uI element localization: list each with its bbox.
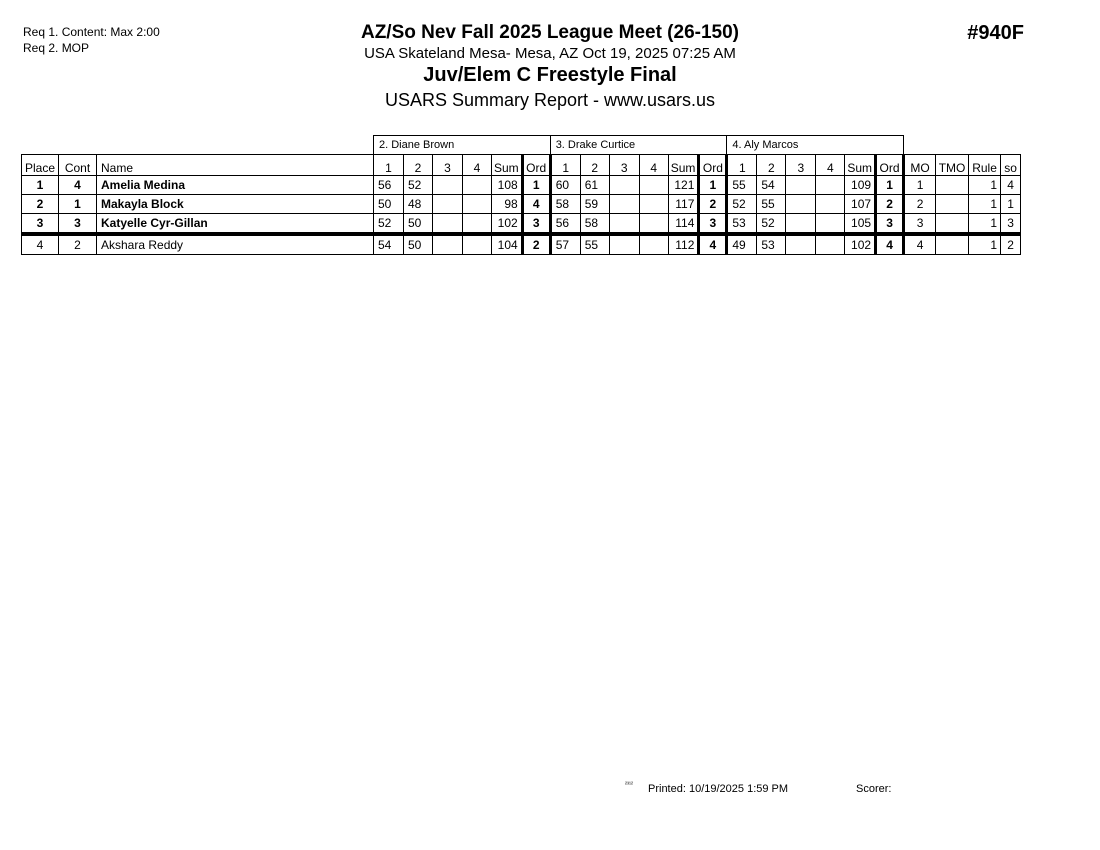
score-cell: 50 [374,195,404,214]
ordinal-cell: 3 [699,214,727,235]
judge-3-col-two-header: 2 [757,155,786,176]
score-cell: 54 [374,234,404,255]
ordinal-cell: 4 [876,234,904,255]
tmo-cell [936,214,969,235]
judge-2-col-sum-header: Sum [668,155,699,176]
skater-name-cell: Akshara Reddy [97,234,374,255]
ordinal-cell: 2 [522,234,550,255]
name-header: Name [97,155,374,176]
place-cell: 1 [22,176,59,195]
score-cell [786,234,816,255]
score-cell: 53 [757,234,786,255]
result-row [22,176,1021,195]
score-cell [463,176,492,195]
sum-cell: 104 [492,234,523,255]
so-cell: 2 [1001,234,1021,255]
cont-header: Cont [59,155,97,176]
footer-code: ²³¹² [625,782,633,788]
judge-1-col-three-header: 3 [433,155,463,176]
ordinal-cell: 1 [522,176,550,195]
sum-cell: 105 [845,214,876,235]
tmo-cell [936,234,969,255]
score-cell [433,234,463,255]
score-cell: 58 [580,214,609,235]
score-cell: 52 [757,214,786,235]
printed-timestamp: Printed: 10/19/2025 1:59 PM [648,783,789,795]
score-cell: 52 [727,195,757,214]
tmo-cell [936,195,969,214]
mo-header: MO [904,155,936,176]
ordinal-cell: 2 [699,195,727,214]
result-row [22,214,1021,235]
sum-cell: 117 [668,195,699,214]
score-cell: 53 [727,214,757,235]
scorer-label: Scorer: [856,783,892,795]
judge-1-col-one-header: 1 [374,155,404,176]
score-cell [609,214,639,235]
judge-3-col-three-header: 3 [786,155,816,176]
cont-cell: 4 [59,176,97,195]
rule-header: Rule [969,155,1001,176]
score-cell: 61 [580,176,609,195]
sum-cell: 102 [845,234,876,255]
score-cell [639,195,668,214]
sum-cell: 102 [492,214,523,235]
result-row [22,195,1021,214]
score-cell [639,176,668,195]
score-cell [463,195,492,214]
ordinal-cell: 4 [522,195,550,214]
place-cell: 2 [22,195,59,214]
score-cell: 52 [374,214,404,235]
judge-2-col-one-header: 1 [550,155,580,176]
judge-2-col-ord-header: Ord [699,155,727,176]
place-header: Place [22,155,59,176]
mo-cell: 4 [904,234,936,255]
rule-cell: 1 [969,234,1001,255]
sum-cell: 109 [845,176,876,195]
so-cell: 1 [1001,195,1021,214]
sum-cell: 107 [845,195,876,214]
judge-2-name: 3. Drake Curtice [550,136,727,155]
tmo-cell [936,176,969,195]
skater-name-cell: Katyelle Cyr-Gillan [97,214,374,235]
score-cell: 60 [550,176,580,195]
score-cell [463,214,492,235]
place-cell: 4 [22,234,59,255]
score-cell [816,234,845,255]
judge-1-col-four-header: 4 [463,155,492,176]
score-cell: 55 [757,195,786,214]
mo-cell: 1 [904,176,936,195]
meet-title: AZ/So Nev Fall 2025 League Meet (26-150) [360,22,740,43]
score-cell [463,234,492,255]
ordinal-cell: 1 [699,176,727,195]
score-cell: 56 [550,214,580,235]
score-cell: 50 [404,214,433,235]
score-cell: 57 [550,234,580,255]
rule-cell: 1 [969,176,1001,195]
score-cell [609,176,639,195]
cont-cell: 3 [59,214,97,235]
score-cell: 54 [757,176,786,195]
so-cell: 3 [1001,214,1021,235]
mo-cell: 3 [904,214,936,235]
cont-cell: 2 [59,234,97,255]
score-cell [609,234,639,255]
score-cell [639,214,668,235]
score-cell: 59 [580,195,609,214]
mo-cell: 2 [904,195,936,214]
score-cell [609,195,639,214]
event-code: #940F [967,22,1024,44]
report-title: USARS Summary Report - www.usars.us [384,90,716,110]
judge-2-col-three-header: 3 [609,155,639,176]
judge-1-col-two-header: 2 [404,155,433,176]
ordinal-cell: 1 [876,176,904,195]
sum-cell: 98 [492,195,523,214]
venue-line: USA Skateland Mesa- Mesa, AZ Oct 19, 2025 07:25 AM [364,45,736,62]
score-cell: 55 [727,176,757,195]
so-cell: 4 [1001,176,1021,195]
score-cell [433,214,463,235]
score-cell [786,195,816,214]
score-cell [433,176,463,195]
score-cell: 56 [374,176,404,195]
sum-cell: 114 [668,214,699,235]
sum-cell: 108 [492,176,523,195]
score-cell: 52 [404,176,433,195]
skater-name-cell: Makayla Block [97,195,374,214]
score-cell: 58 [550,195,580,214]
score-cell [786,176,816,195]
place-cell: 3 [22,214,59,235]
requirement-2: Req 2. MOP [23,41,90,55]
judge-header-row [22,136,1021,155]
judge-3-name: 4. Aly Marcos [727,136,904,155]
event-title: Juv/Elem C Freestyle Final [423,64,677,86]
ordinal-cell: 3 [876,214,904,235]
judge-3-col-ord-header: Ord [876,155,904,176]
results-table [21,135,1021,255]
judge-1-name: 2. Diane Brown [374,136,551,155]
judge-2-col-two-header: 2 [580,155,609,176]
tmo-header: TMO [936,155,969,176]
ordinal-cell: 2 [876,195,904,214]
score-cell: 55 [580,234,609,255]
column-header-row [22,155,1021,176]
score-cell [816,176,845,195]
score-cell [639,234,668,255]
ordinal-cell: 3 [522,214,550,235]
sum-cell: 121 [668,176,699,195]
skater-name-cell: Amelia Medina [97,176,374,195]
judge-3-col-one-header: 1 [727,155,757,176]
score-cell: 50 [404,234,433,255]
rule-cell: 1 [969,214,1001,235]
judge-3-col-four-header: 4 [816,155,845,176]
score-cell [786,214,816,235]
result-row [22,234,1021,255]
ordinal-cell: 4 [699,234,727,255]
judge-3-col-sum-header: Sum [845,155,876,176]
score-cell [816,214,845,235]
judge-1-col-ord-header: Ord [522,155,550,176]
rule-cell: 1 [969,195,1001,214]
judge-2-col-four-header: 4 [639,155,668,176]
requirement-1: Req 1. Content: Max 2:00 [23,25,160,39]
score-cell: 49 [727,234,757,255]
score-cell [433,195,463,214]
score-cell: 48 [404,195,433,214]
sum-cell: 112 [668,234,699,255]
judge-1-col-sum-header: Sum [492,155,523,176]
cont-cell: 1 [59,195,97,214]
score-cell [816,195,845,214]
so-header: so [1001,155,1021,176]
